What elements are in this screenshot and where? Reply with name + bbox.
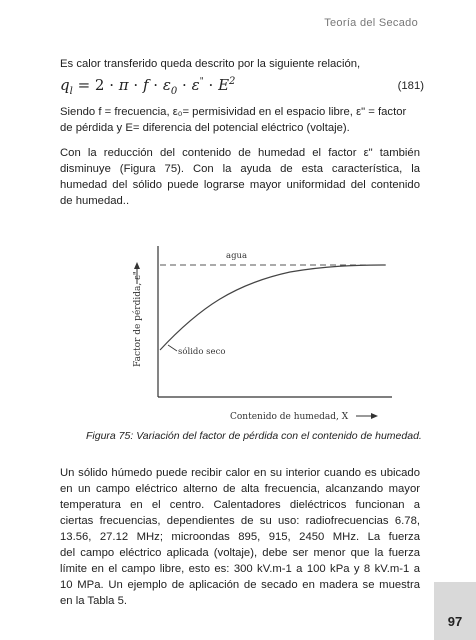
text-line: de pérdida y E= diferencia del potencial eléctrico (voltaje). — [60, 122, 350, 134]
text-line: del campo eléctrico aplicada (voltaje), debe ser menor que la fuerza — [60, 547, 420, 559]
paragraph-2 — [60, 145, 420, 209]
definitions-paragraph — [60, 104, 420, 136]
label-pointer — [168, 345, 177, 351]
equation-formula: $q_l = 2 \cdot \pi \cdot f \cdot \varepsilon_0 \cdot \varepsilon^" \cdot E^2$ — [60, 76, 236, 97]
text-line: humedad del sólido puede lograrse mayor uniformidad del contenido — [60, 179, 420, 191]
page-number: 97 — [447, 614, 463, 629]
figure-caption: Figura 75: Variación del factor de pérdida con el contenido de humedad. — [86, 430, 422, 442]
label-water: agua — [226, 251, 248, 261]
equation-number: (181) — [397, 80, 424, 92]
paragraph-3 — [60, 465, 420, 609]
intro-text: Es calor transferido queda descrito por la siguiente relación, — [60, 58, 361, 70]
text-line: ciertas frecuencias, dependientes de su uso: radiofrecuencias 6.78, — [60, 515, 420, 527]
text-line: en la Tabla 5. — [60, 595, 127, 607]
text-line: disminuye (Figura 75). Con la ayuda de esta característica, la — [60, 163, 420, 175]
x-arrowhead — [371, 413, 378, 419]
text-line: límite en el campo libre, esto es: 300 kV.m-1 a 100 kPa y 8 kV.m-1 a — [60, 563, 420, 575]
figure-75 — [0, 232, 476, 432]
text-line: Un sólido húmedo puede recibir calor en su interior cuando es ubicado — [60, 467, 420, 479]
text-line: Siendo f = frecuencia, ε₀= permisividad en el espacio libre, ε" = factor — [60, 106, 407, 118]
running-head: Teoría del Secado — [324, 17, 418, 29]
y-arrowhead — [134, 262, 140, 269]
loss-factor-curve — [160, 265, 385, 350]
x-axis-label: Contenido de humedad, X — [230, 412, 349, 422]
text-line: 13.56, 27.12 MHz; microondas 895, 915, 2450 MHz. La fuerza — [60, 531, 420, 543]
text-line: en un campo eléctrico alterno de alta frecuencia, alcanzando mayor — [60, 483, 420, 495]
text-line: 10 MPa. Un ejemplo de aplicación de secado en madera se muestra — [60, 579, 420, 591]
y-axis-label: Factor de pérdida, ε" — [133, 271, 143, 367]
text-line: de humedad.. — [60, 195, 130, 207]
label-dry-solid: sólido seco — [178, 347, 226, 357]
text-line: Con la reducción del contenido de humedad el factor ε" también — [60, 147, 420, 159]
text-line: temperatura en el centro. Calentadores dieléctricos funcionan a — [60, 499, 420, 511]
equation — [60, 76, 424, 98]
